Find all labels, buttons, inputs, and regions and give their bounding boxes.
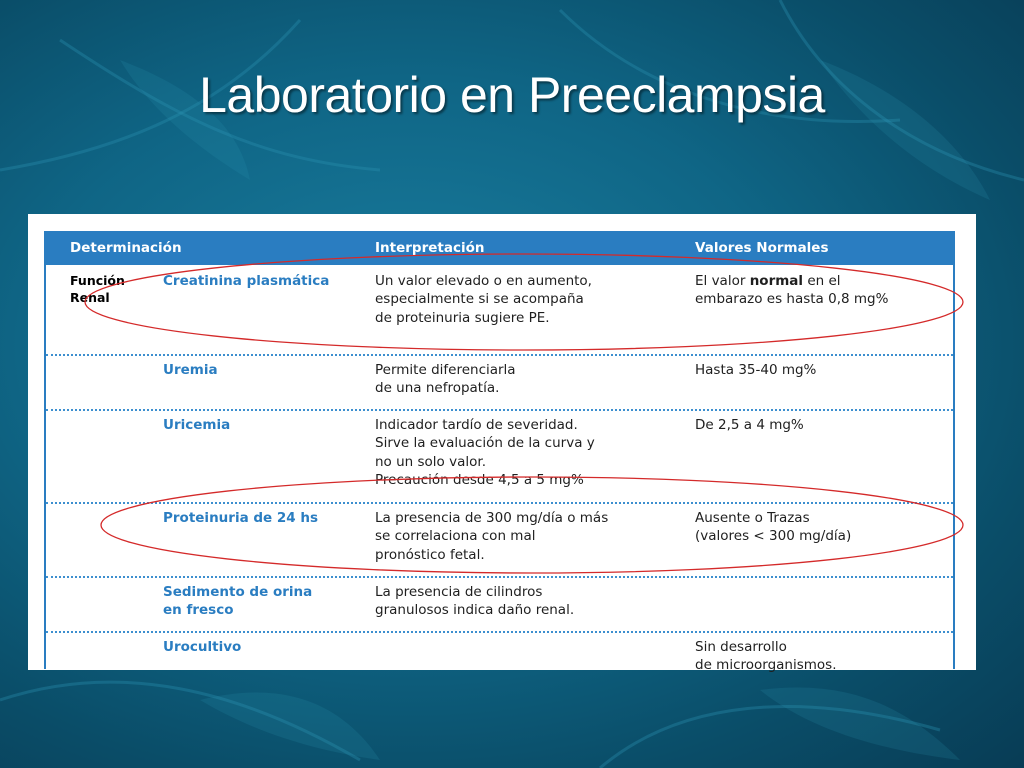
lab-table-card [28,214,976,674]
interpretation-text-line: especialmente si se acompaña [375,291,584,308]
normal-values-text [695,416,965,434]
interpretation-text-line: pronóstico fetal. [375,546,485,563]
interpretation-text-line: de una nefropatía. [375,380,500,397]
normal-values-segment: (valores < 300 mg/día) [695,528,852,545]
interpretation-text-line: La presencia de cilindros [375,584,543,600]
normal-values-line [695,416,965,434]
interpretation-text-line: Indicador tardío de severidad. [375,417,578,433]
normal-values-segment: normal [749,273,804,289]
table-row [46,409,953,504]
normal-values-text [695,272,965,309]
determination-name-line: Sedimento de orina [163,584,313,600]
determination-name-line: en fresco [163,602,234,619]
normal-values-segment: embarazo es hasta 0,8 mg% [695,291,889,308]
lab-table [44,231,955,674]
header-valores-normales: Valores Normales [695,240,829,256]
interpretation-text-line: Un valor elevado o en aumento, [375,273,592,289]
normal-values-segment: Ausente o Trazas [695,510,810,526]
interpretation-text-line: se correlaciona con mal [375,528,536,545]
normal-values-segment: De 2,5 a 4 mg% [695,417,804,433]
determination-name [163,638,241,656]
interpretation-text-line: Permite diferenciarla [375,362,516,378]
determination-name-line: Uremia [163,362,218,378]
interpretation-text-line: La presencia de 300 mg/día o más [375,510,609,526]
normal-values-segment: Sin desarrollo [695,639,787,655]
normal-values-segment: El valor [695,273,750,289]
interpretation-text-line: de proteinuria sugiere PE. [375,309,550,326]
header-determinacion: Determinación [70,240,182,256]
normal-values-text [695,638,965,675]
interpretation-text-line: granulosos indica daño renal. [375,602,575,619]
determination-name-line: Creatinina plasmática [163,273,330,289]
normal-values-line [695,656,965,674]
determination-name [163,361,218,379]
determination-name [163,583,312,620]
interpretation-text [375,583,685,620]
slide-title: Laboratorio en Preeclampsia [199,67,825,123]
group-label [70,272,125,306]
interpretation-text-line: no un solo valor. [375,453,486,470]
group-label-line: Renal [70,290,110,305]
interpretation-text-line: Precaución desde 4,5 a 5 mg% [375,471,584,488]
interpretation-text [375,509,685,564]
header-interpretacion: Interpretación [375,240,485,256]
determination-name-line: Urocultivo [163,639,242,655]
table-row [46,502,953,578]
normal-values-segment: en el [803,273,841,289]
determination-name [163,416,230,434]
interpretation-text-line: Sirve la evaluación de la curva y [375,435,595,452]
normal-values-line [695,527,965,545]
normal-values-text [695,361,965,379]
table-row [46,576,953,633]
table-header [46,231,953,265]
table-row [46,354,953,411]
normal-values-line [695,509,965,527]
interpretation-text [375,272,685,327]
normal-values-segment: de microorganismos. [695,657,837,674]
determination-name [163,272,329,290]
determination-name [163,509,318,527]
table-row [46,631,953,685]
normal-values-line [695,290,965,308]
determination-name-line: Uricemia [163,417,231,433]
normal-values-line [695,638,965,656]
normal-values-segment: Hasta 35-40 mg% [695,362,817,378]
interpretation-text [375,361,685,398]
group-label-line: Función [70,273,125,288]
determination-name-line: Proteinuria de 24 hs [163,510,319,526]
normal-values-text [695,509,965,546]
normal-values-line [695,361,965,379]
normal-values-line [695,272,965,290]
interpretation-text [375,416,685,489]
table-row [46,265,953,356]
